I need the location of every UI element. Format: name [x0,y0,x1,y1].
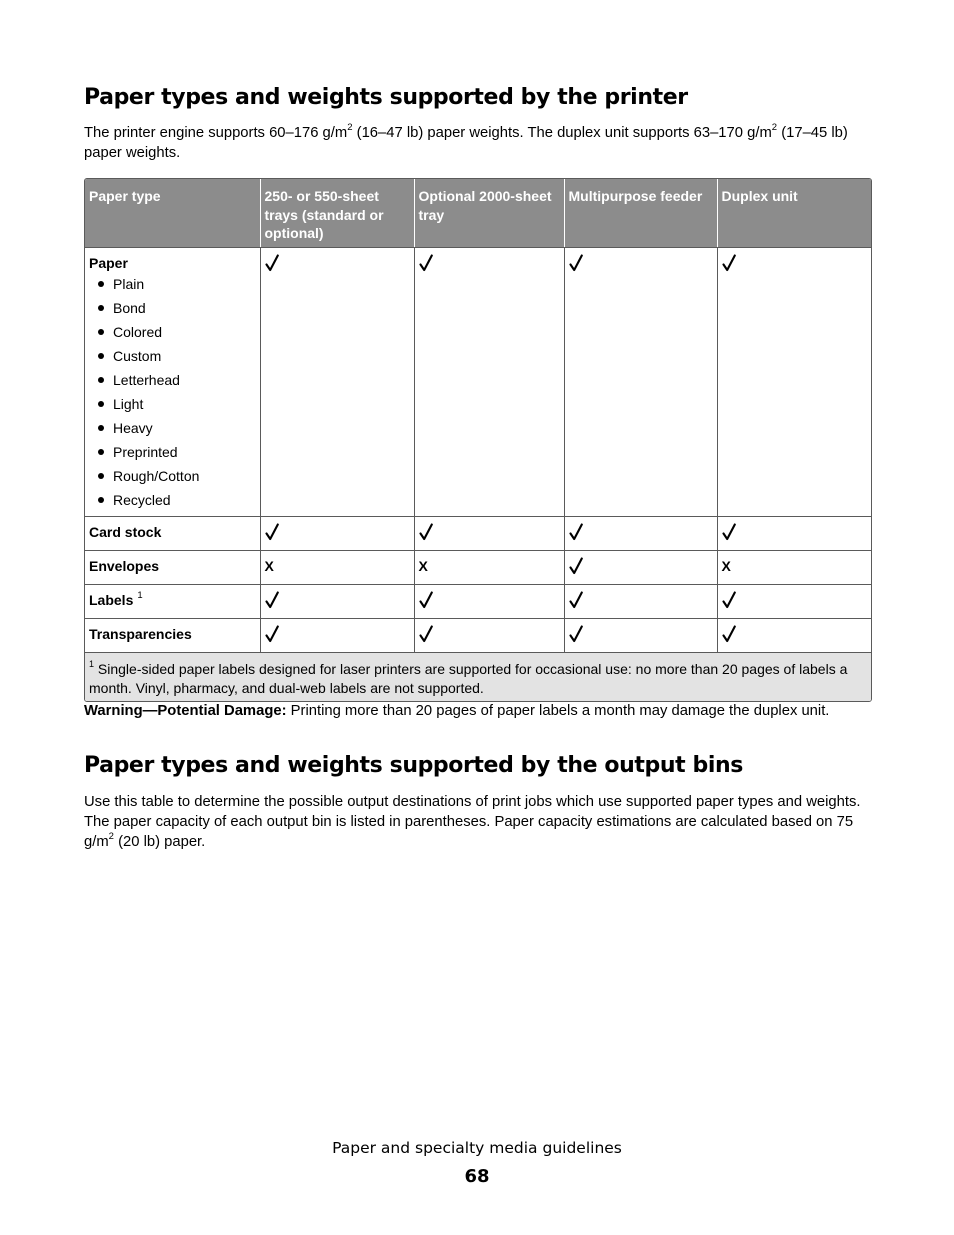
list-item: Recycled [97,488,256,512]
checkmark-icon [419,591,433,609]
section-title-output-bins: Paper types and weights supported by the output bins [84,753,743,778]
table-row [85,247,871,516]
checkmark-icon [419,523,433,541]
list-item: Bond [97,296,256,320]
list-item: Preprinted [97,440,256,464]
support-cell [717,584,871,618]
footnote-ref: 1 [137,589,143,601]
header-2000-sheet-tray: Optional 2000-sheet tray [414,179,564,247]
row-paper-type [85,618,260,652]
checkmark-icon [569,557,583,575]
support-cell [414,584,564,618]
checkmark-icon [722,591,736,609]
list-item: Custom [97,344,256,368]
row-label: Card stock [89,523,162,540]
section-title-printer: Paper types and weights supported by the printer [84,85,688,110]
checkmark-icon [569,591,583,609]
support-cell [564,618,717,652]
row-label: Transparencies [89,625,192,642]
warning-label: Warning—Potential Damage: [84,703,287,719]
table-footnote-row [85,652,871,701]
row-label: Labels [89,591,134,608]
support-cell [564,550,717,584]
support-cell [717,618,871,652]
table-header-row [85,179,871,247]
support-cell [260,584,414,618]
list-item: Letterhead [97,368,256,392]
checkmark-icon [569,625,583,643]
support-cell [260,618,414,652]
footer-chapter-title: Paper and specialty media guidelines [332,1139,622,1157]
paper-subtype-list [89,272,256,512]
checkmark-icon [569,523,583,541]
row-paper-type [85,550,260,584]
table-row [85,618,871,652]
checkmark-icon [722,254,736,272]
support-cell [414,618,564,652]
row-label: Envelopes [89,557,160,574]
support-cell [414,550,564,584]
list-item: Heavy [97,416,256,440]
output-bins-intro: Use this table to determine the possible output destinations of print jobs which use supported paper types and weights. The paper capacity of each output bin is listed in parentheses. Paper capacity estimations are calculated based on 75 $g/m^2$ (20 lb) paper. [84,794,861,850]
table-row [85,584,871,618]
list-item: Plain [97,272,256,296]
not-supported-mark: X [264,557,274,574]
row-paper-type [85,247,260,516]
paper-types-table [84,178,872,702]
support-cell [564,247,717,516]
not-supported-mark: X [721,557,731,574]
table-row [85,550,871,584]
printer-weights-intro: The printer engine supports 60–176 $g/m^2$ (16–47 lb) paper weights. The duplex unit supports 63–170 $g/m^2$ (17–45 lb) paper weights. [84,122,848,161]
checkmark-icon [265,523,279,541]
support-cell [260,516,414,550]
support-cell [414,516,564,550]
list-item: Colored [97,320,256,344]
checkmark-icon [265,625,279,643]
checkmark-icon [722,523,736,541]
table-footnote: $^1$ Single-sided paper labels designed for laser printers are supported for occasional use: no more than 20 pages of labels a month. Vinyl, pharmacy, and dual-web labels are not supported. [85,652,871,701]
table-row [85,516,871,550]
checkmark-icon [722,625,736,643]
list-item: Light [97,392,256,416]
list-item: Rough/Cotton [97,464,256,488]
support-cell [564,584,717,618]
header-standard-trays: 250- or 550-sheet trays (standard or optional) [260,179,414,247]
support-cell [260,247,414,516]
row-label: Paper [89,254,128,271]
checkmark-icon [265,591,279,609]
not-supported-mark: X [418,557,428,574]
checkmark-icon [265,254,279,272]
header-duplex-unit: Duplex unit [717,179,871,247]
checkmark-icon [419,254,433,272]
checkmark-icon [569,254,583,272]
row-paper-type [85,516,260,550]
page-number: 68 [464,1166,490,1187]
warning-text: Printing more than 20 pages of paper labels a month may damage the duplex unit. [286,703,830,719]
checkmark-icon [419,625,433,643]
support-cell [564,516,717,550]
support-cell [414,247,564,516]
header-paper-type: Paper type [85,179,260,247]
support-cell [717,516,871,550]
support-cell [260,550,414,584]
support-cell [717,247,871,516]
warning-note [84,701,874,721]
support-cell [717,550,871,584]
header-multipurpose-feeder: Multipurpose feeder [564,179,717,247]
row-paper-type [85,584,260,618]
